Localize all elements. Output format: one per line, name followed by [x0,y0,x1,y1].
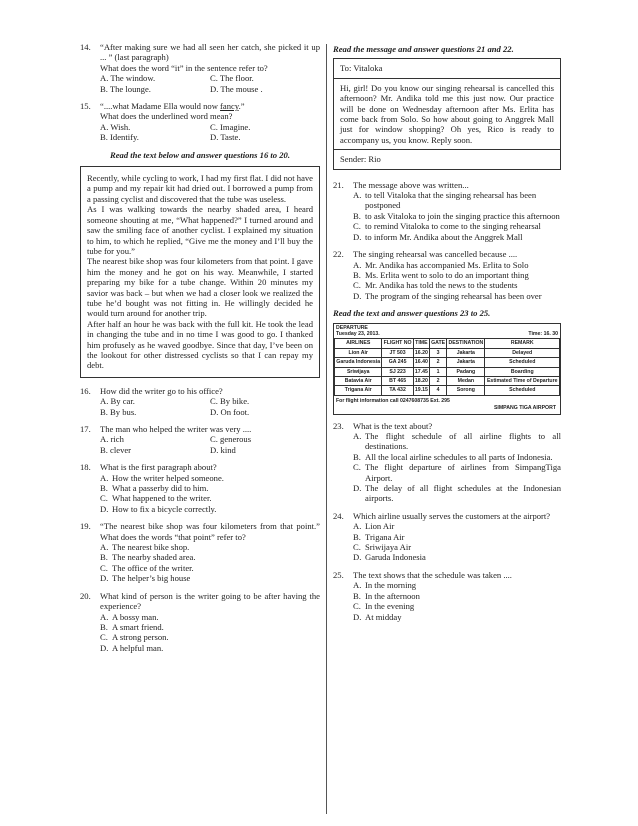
question-text: Which airline usually serves the customers at the airport? [353,510,551,521]
cell: BT 465 [382,376,413,385]
schedule-time: Time: 16. 30 [528,330,558,337]
underlined-word: fancy [220,101,239,112]
option-d[interactable]: D. The delay of all flight schedules at the Indonesian airports. [353,483,561,504]
option-c[interactable]: C. to remind Vitaloka to come to the singing rehearsal [353,221,541,232]
cell: 2 [429,358,446,367]
cell: Padang [447,367,485,376]
option-a[interactable]: A. rich [100,434,124,445]
options [100,396,320,417]
question-22: 22. The singing rehearsal was cancelled because .... A. Mr. Andika has accompanied Ms. Erlita to Solo B. Ms. Erlita went to solo to do an important thing C. Mr. Andika has told the news to the students D. The program of the singing rehearsal has been over [333,249,561,301]
table-row [335,376,560,385]
instruction-21-22: Read the message and answer questions 21 and 22. [333,44,514,54]
option-b[interactable]: B. The lounge. [100,83,151,94]
question-text: “The nearest bike shop was four kilometers from that point.” What does the words “that point” refer to? [100,521,320,542]
column-header: AIRLINES [335,339,382,348]
cell: 17.45 [414,368,428,375]
cell: Trigana Air [335,386,382,395]
option-a[interactable]: A. to tell Vitaloka that the singing rehearsal has been postponed [353,190,537,211]
option-d[interactable]: D. kind [210,444,236,455]
question-24: 24. Which airline usually serves the customers at the airport? A. Lion Air B. Trigana Air C. Sriwijaya Air D. Garuda Indonesia [333,511,561,563]
question-text: How did the writer go to his office? [100,385,223,396]
cell: 4 [429,386,446,395]
option-c[interactable]: C. The flight departure of airlines from SimpangTiga Airport. [353,462,561,483]
cell: 19.15 [414,387,428,394]
question-19: 19. “The nearest bike shop was four kilometers from that point.” What does the words “that point” refer to? A. The nearest bike shop. B. The nearby shaded area. C. The office of the writer. D. The helper’s big house [80,521,320,584]
option-d[interactable]: D. to inform Mr. Andika about the Anggrek Mall [353,231,523,242]
option-a[interactable]: A. A bossy man. [100,611,159,622]
option-b[interactable]: B. In the afternoon [353,590,420,601]
right-column [333,42,561,629]
cell: Sorong [447,386,485,395]
table-header-row [335,339,560,348]
schedule-table [334,338,560,395]
question-text: “After making sure we had all seen her catch, she picked it up ... ” (last paragraph) [100,42,320,63]
cell: Boarding [485,367,560,376]
passage-paragraph: After half an hour he was back with the full kit. He took the lead in changing the tube and in no time I was good to go. I thanked him profusely as he waved goodbye. Since that day, I’ve been on the lookout for other distressed cyclists so that I can repay my debt. [87,318,313,371]
airport-name: SIMPANG TIGA AIRPORT [493,405,556,412]
option-b[interactable]: B. All the local airline schedules to all parts of Indonesia. [353,451,553,462]
option-b[interactable]: B. Identify. [100,132,139,143]
question-text: What is the first paragraph about? [100,462,217,473]
cell: JT 503 [382,348,413,357]
option-c[interactable]: C. The floor. [210,73,254,84]
departure-schedule [333,323,561,415]
option-a[interactable]: A. The flight schedule of all airline flights to all destinations. [353,431,561,452]
cell: GA 245 [382,358,413,367]
cell: 18.20 [414,377,428,384]
question-number: 14. [80,42,91,52]
option-d[interactable]: D. The mouse . [210,83,263,94]
cell: 16.40 [414,359,428,366]
option-d[interactable]: D. The helper’s big house [100,573,191,584]
option-d[interactable]: D. How to fix a bicycle correctly. [100,503,217,514]
column-header: DESTINATION [448,340,484,347]
cell: Scheduled [485,358,560,367]
instruction-16-20: Read the text below and answer questions 16 to 20. [109,149,290,160]
option-d[interactable]: D. Garuda Indonesia [353,552,426,563]
option-a[interactable]: A. By car. [100,396,135,407]
cell: Sriwijaya [335,367,382,376]
option-d[interactable]: D. The program of the singing rehearsal has been over [353,290,542,301]
option-a[interactable]: A. The nearest bike shop. [100,542,190,553]
cell: Medan [447,376,485,385]
column-header: TIME [415,340,428,347]
question-14 [80,42,320,94]
cell: SJ 223 [382,367,413,376]
option-c[interactable]: C. generous [210,434,252,445]
question-text: The message above was written... [353,179,469,190]
options [100,73,320,94]
left-column [80,42,320,660]
option-b[interactable]: B. clever [100,444,132,455]
cell: 3 [429,348,446,357]
message-sender: Sender: Rio [334,149,560,168]
option-d[interactable]: D. On foot. [210,406,250,417]
passage-paragraph: The nearest bike shop was four kilometers from that point. I gave him the money and he got on his way. Meanwhile, I started preparing my bike for a tube change. Within 20 minutes my savior was back – but when we had a closer look we realized the tube he’d bought was not fitting in. He willingly decided he would turn around for another trip. [87,256,313,319]
cell: 16.20 [414,349,428,356]
question-18: 18. What is the first paragraph about? A. How the writer helped someone. B. What a passerby did to him. C. What happened to the writer. D. How to fix a bicycle correctly. [80,462,320,514]
option-b[interactable]: B. A smart friend. [100,621,164,632]
question-21: 21. The message above was written... A. to tell Vitaloka that the singing rehearsal has been postponed B. to ask Vitaloka to join the singing practice this afternoon C. to remind Vitaloka to come to the singing rehearsal D. to inform Mr. Andika about the Anggrek Mall [333,179,560,242]
cell: Batavia Air [335,376,382,385]
table-row [335,367,560,376]
cell: Scheduled [485,386,560,395]
option-b[interactable]: B. Ms. Erlita went to solo to do an important thing [353,269,529,280]
question-text: The man who helped the writer was very .... [100,424,252,434]
schedule-title: DEPARTURE [336,324,368,331]
question-16: 16. How did the writer go to his office? A. By car. C. By bike. B. By bus. D. On foot. [80,386,320,417]
option-c[interactable]: C. Imagine. [210,121,251,132]
table-row [335,348,560,357]
option-a[interactable]: A. Wish. [100,121,131,132]
question-text: What is the text about? [353,420,433,431]
option-b[interactable]: B. to ask Vitaloka to join the singing practice this afternoon [353,210,560,221]
option-b[interactable]: B. Trigana Air [353,531,405,542]
column-header: FLIGHT NO [383,340,412,347]
option-a[interactable]: A. The window. [100,73,156,84]
option-b[interactable]: B. By bus. [100,406,137,417]
option-a[interactable]: A. How the writer helped someone. [100,472,224,483]
options [100,122,320,143]
cell: Jakarta [447,348,485,357]
cell: 1 [429,367,446,376]
message-body: Hi, girl! Do you know our singing rehearsal is cancelled this afternoon? Mr. Andika told me this just now. Our practice will be done on Wednesday afternoon after Ms. Erlita has come back from Solo. So how about going to Anggrek Mall just for window shopping? Oh yes, Rico is ready to accompany us, you know. Reply soon. [334,78,560,149]
cell: 2 [429,376,446,385]
question-number: 15. [80,101,91,112]
option-c[interactable]: C. The office of the writer. [100,562,194,573]
instruction-23-25: Read the text and answer questions 23 to 25. [333,308,491,319]
question-23: 23. What is the text about? A. The flight schedule of all airline flights to all destinations. B. All the local airline schedules to all parts of Indonesia. C. The flight departure of airlines from SimpangTiga Airport. D. The delay of all flight schedules at the Indonesian airports. [333,420,561,504]
question-20: 20. What kind of person is the writer going to be after having the experience? A. A bossy man. B. A smart friend. C. A strong person. D. A helpful man. [80,590,320,653]
option-d[interactable]: D. At midday [353,611,402,622]
table-row [335,358,560,367]
schedule-date: Tuesday 23, 2013. [336,330,380,337]
cell: TA 432 [382,386,413,395]
option-c[interactable]: C. A strong person. [100,632,169,643]
option-c[interactable]: C. Sriwijaya Air [353,542,412,553]
option-b[interactable]: B. The nearby shaded area. [100,552,196,563]
column-header: GATE [431,340,446,347]
cell: Delayed [485,348,560,357]
question-subtext: What does the word “it” in the sentence refer to? [100,62,268,73]
question-17: 17. The man who helped the writer was very .... A. rich C. generous B. clever D. kind [80,424,320,455]
question-15 [80,101,320,143]
option-b[interactable]: B. What a passerby did to him. [100,483,209,494]
message-recipient: To: Vitaloka [340,63,383,74]
option-c[interactable]: C. What happened to the writer. [100,493,212,504]
question-text: The singing rehearsal was cancelled because .... [353,249,518,260]
option-a[interactable]: A. Lion Air [353,521,395,532]
options [100,434,320,455]
option-d[interactable]: D. Taste. [210,132,241,143]
question-text: What kind of person is the writer going to be after having the experience? [100,590,320,612]
column-header: REMARK [485,339,560,348]
option-c[interactable]: C. Mr. Andika has told the news to the students [353,280,518,291]
question-subtext: What does the underlined word mean? [100,111,233,122]
cell: Garuda Indonesia [336,359,381,366]
message-box [333,58,561,169]
schedule-header [334,324,560,339]
option-a[interactable]: A. In the morning [353,580,417,591]
question-25: 25. The text shows that the schedule was taken .... A. In the morning B. In the afternoon C. In the evening D. At midday [333,570,561,622]
cell: Lion Air [335,348,382,357]
option-d[interactable]: D. A helpful man. [100,642,164,653]
reading-passage [80,166,320,378]
flight-info-line: For flight information call 0247608735 Ext. 295 [336,397,450,404]
cell: Jakarta [447,358,485,367]
table-row [335,386,560,395]
option-a[interactable]: A. Mr. Andika has accompanied Ms. Erlita to Solo [353,259,529,270]
option-c[interactable]: C. In the evening [353,601,415,612]
column-divider [326,44,327,814]
question-text: “....what Madame Ella would now fancy.” [100,101,245,112]
passage-paragraph: As I was walking towards the nearby shaded area, I heard someone shouting at me, “What happened?” I turned around and saw the smiling face of another cyclist. I explained my situation to him, to which he replied, “Give me the money and I’ll buy the tube for you.” [87,204,313,256]
question-text: The text shows that the schedule was taken .... [353,569,512,580]
option-c[interactable]: C. By bike. [210,396,250,407]
passage-paragraph: Recently, while cycling to work, I had my first flat. I did not have a pump and my repair kit had dried out. I borrowed a pump from a passing cyclist and discovered that the tube was useless. [87,173,313,204]
cell: Estimated Time of Departure [486,377,558,384]
